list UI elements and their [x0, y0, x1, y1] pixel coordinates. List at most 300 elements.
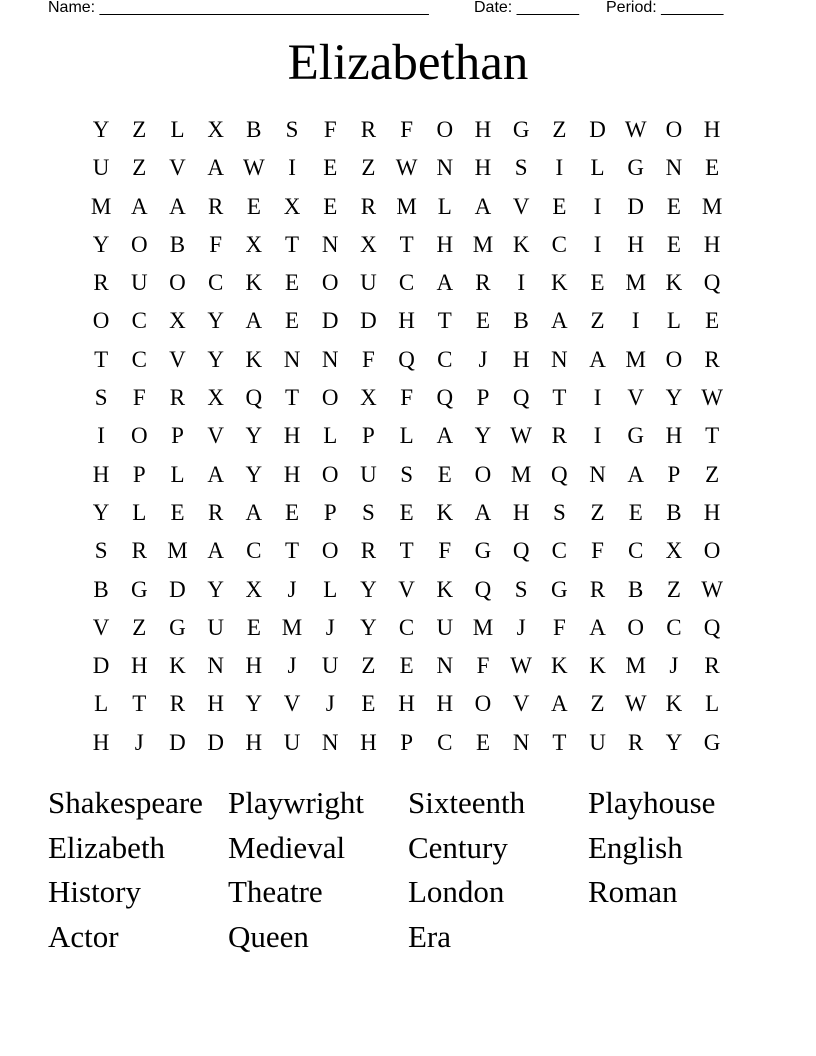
grid-letter: Y	[665, 385, 683, 411]
word-list-item: Playwright	[228, 785, 365, 820]
grid-letter: U	[207, 614, 224, 640]
grid-letter: G	[551, 576, 568, 602]
grid-letter: L	[323, 423, 338, 449]
grid-letter: N	[207, 653, 224, 679]
date-field[interactable]	[474, 0, 579, 17]
grid-letter: O	[665, 117, 683, 142]
grid-letter: A	[245, 499, 263, 525]
grid-letter: H	[207, 691, 224, 717]
grid-letter: C	[551, 231, 568, 257]
grid-letter: A	[207, 538, 224, 564]
grid-letter: Z	[361, 155, 376, 181]
grid-letter: O	[169, 270, 186, 296]
grid-letter: P	[132, 461, 146, 487]
grid-letter: R	[360, 117, 377, 142]
grid-letter: E	[705, 308, 720, 334]
grid-letter: V	[512, 193, 530, 219]
grid-letter: H	[360, 729, 377, 755]
grid-letter: S	[552, 499, 566, 525]
grid-letter: N	[512, 729, 530, 755]
word-list	[48, 781, 768, 959]
grid-letter: R	[704, 346, 720, 372]
page-title: Elizabethan	[287, 35, 529, 91]
grid-letter: I	[97, 423, 105, 449]
grid-letter: F	[209, 231, 223, 257]
grid-letter: C	[246, 538, 262, 564]
grid-letter: H	[703, 231, 721, 257]
grid-letter: A	[474, 193, 492, 219]
grid-letter: S	[514, 155, 528, 181]
grid-letter: I	[555, 155, 564, 181]
grid-letter: Z	[132, 155, 147, 181]
grid-letter: K	[436, 576, 454, 602]
grid-letter: P	[171, 423, 184, 449]
grid-letter: U	[92, 155, 110, 181]
grid-letter: Y	[207, 576, 224, 602]
grid-letter: O	[703, 538, 721, 564]
grid-letter: T	[399, 231, 414, 257]
grid-letter: R	[207, 193, 224, 219]
grid-letter: L	[437, 193, 452, 219]
grid-letter: F	[591, 538, 604, 564]
grid-letter: M	[510, 461, 532, 487]
grid-letter: K	[589, 653, 606, 679]
grid-letter: S	[94, 385, 108, 411]
grid-letter: U	[589, 729, 606, 755]
grid-letter: Z	[590, 691, 605, 717]
grid-letter: R	[207, 499, 224, 525]
grid-letter: Q	[703, 270, 721, 296]
grid-letter: J	[325, 614, 335, 640]
grid-letter: J	[325, 691, 335, 717]
grid-letter: A	[589, 346, 606, 372]
grid-letter: Z	[132, 117, 147, 142]
grid-letter: N	[589, 461, 606, 487]
grid-letter: L	[590, 155, 605, 181]
grid-letter: S	[514, 576, 528, 602]
grid-letter: D	[92, 653, 110, 679]
grid-letter: A	[436, 270, 454, 296]
grid-letter: U	[130, 270, 148, 296]
grid-letter: D	[627, 193, 645, 219]
date-label: Date:	[474, 0, 513, 16]
grid-letter: R	[589, 576, 606, 602]
grid-letter: C	[131, 308, 147, 334]
grid-letter: Z	[666, 576, 681, 602]
grid-letter: H	[245, 653, 263, 679]
grid-letter: V	[283, 691, 301, 717]
grid-letter: Z	[590, 499, 605, 525]
grid-letter: Z	[590, 308, 605, 334]
grid-letter: Y	[245, 461, 263, 487]
grid-letter: N	[551, 346, 568, 372]
grid-letter: E	[552, 193, 567, 219]
grid-letter: A	[551, 691, 568, 717]
grid-letter: F	[362, 346, 375, 372]
grid-letter: R	[551, 423, 568, 449]
grid-letter: R	[360, 538, 377, 564]
grid-letter: L	[323, 576, 338, 602]
grid-letter: Z	[705, 461, 720, 487]
grid-letter: W	[395, 155, 418, 181]
grid-letter: X	[360, 385, 377, 411]
grid-letter: J	[287, 653, 297, 679]
grid-letter: T	[705, 423, 720, 449]
grid-letter: X	[665, 538, 683, 564]
grid-letter: A	[627, 461, 645, 487]
grid-letter: W	[624, 691, 647, 717]
grid-letter: N	[436, 155, 454, 181]
grid-letter: P	[362, 423, 375, 449]
grid-letter: Z	[361, 653, 376, 679]
grid-letter: K	[169, 653, 186, 679]
grid-letter: N	[283, 346, 301, 372]
grid-letter: C	[437, 729, 453, 755]
grid-letter: H	[130, 653, 148, 679]
grid-letter: E	[246, 193, 261, 219]
grid-letter: K	[245, 346, 263, 372]
grid-letter: G	[169, 614, 186, 640]
grid-letter: V	[92, 614, 110, 640]
grid-letter: C	[551, 538, 568, 564]
grid-letter: E	[475, 729, 490, 755]
grid-letter: W	[510, 423, 533, 449]
grid-letter: M	[625, 653, 646, 679]
grid-letter: E	[399, 499, 414, 525]
grid-letter: K	[551, 270, 568, 296]
grid-letter: Q	[474, 576, 492, 602]
grid-letter: T	[132, 691, 147, 717]
grid-letter: I	[631, 308, 640, 334]
grid-letter: Y	[245, 691, 263, 717]
grid-letter: L	[666, 308, 681, 334]
grid-letter: C	[666, 614, 682, 640]
grid-letter: U	[360, 270, 377, 296]
grid-letter: I	[288, 155, 296, 181]
grid-letter: R	[93, 270, 109, 296]
grid-letter: A	[207, 155, 224, 181]
grid-letter: W	[242, 155, 265, 181]
grid-letter: Q	[703, 614, 721, 640]
grid-letter: L	[94, 691, 109, 717]
grid-letter: K	[436, 499, 454, 525]
grid-letter: R	[169, 691, 186, 717]
grid-letter: B	[513, 308, 529, 334]
grid-letter: Y	[92, 499, 110, 525]
grid-letter: X	[245, 231, 263, 257]
date-blank: _______	[516, 0, 579, 16]
grid-letter: X	[207, 117, 224, 142]
grid-letter: E	[437, 461, 452, 487]
grid-letter: E	[170, 499, 185, 525]
grid-letter: M	[701, 193, 723, 219]
grid-letter: F	[400, 117, 413, 142]
word-list-item: Elizabeth	[48, 829, 166, 865]
grid-letter: K	[665, 270, 683, 296]
grid-letter: X	[245, 576, 263, 602]
grid-letter: P	[323, 499, 337, 525]
grid-letter: V	[169, 155, 186, 181]
grid-letter: O	[474, 461, 492, 487]
grid-letter: C	[398, 270, 415, 296]
period-blank: _______	[661, 0, 724, 16]
grid-letter: E	[323, 155, 338, 181]
grid-letter: V	[398, 576, 415, 602]
grid-letter: Q	[551, 461, 568, 487]
grid-letter: G	[703, 729, 721, 755]
grid-letter: A	[551, 308, 568, 334]
word-list-item: Theatre	[228, 874, 323, 909]
grid-letter: E	[666, 193, 681, 219]
grid-letter: C	[398, 614, 415, 640]
grid-letter: A	[130, 193, 148, 219]
period-field[interactable]	[606, 0, 723, 17]
grid-letter: B	[93, 576, 109, 602]
word-list-item: Actor	[48, 918, 119, 954]
word-list-item: Playhouse	[588, 785, 716, 820]
grid-letter: M	[625, 270, 646, 296]
grid-letter: L	[705, 691, 720, 717]
grid-letter: E	[285, 308, 300, 334]
word-list-item: Roman	[588, 874, 678, 909]
grid-letter: X	[207, 385, 224, 411]
grid-letter: U	[360, 461, 377, 487]
grid-letter: L	[170, 117, 185, 142]
grid-letter: Y	[474, 423, 492, 449]
header-fields	[48, 0, 748, 20]
grid-letter: L	[170, 461, 185, 487]
grid-letter: K	[551, 653, 568, 679]
grid-letter: D	[169, 576, 186, 602]
grid-letter: C	[437, 346, 453, 372]
grid-letter: H	[512, 499, 530, 525]
grid-letter: P	[667, 461, 681, 487]
grid-letter: Q	[436, 385, 454, 411]
grid-letter: F	[400, 385, 413, 411]
grid-letter: C	[131, 346, 147, 372]
grid-letter: M	[396, 193, 417, 219]
name-blank: _____________________________________	[99, 0, 429, 16]
grid-letter: R	[704, 653, 720, 679]
grid-letter: D	[589, 117, 606, 142]
grid-letter: Y	[245, 423, 263, 449]
grid-letter: E	[666, 231, 681, 257]
grid-letter: G	[627, 423, 645, 449]
grid-letter: H	[245, 729, 263, 755]
grid-letter: G	[130, 576, 148, 602]
grid-letter: A	[169, 193, 186, 219]
grid-letter: S	[285, 117, 299, 142]
name-field[interactable]	[48, 0, 429, 17]
grid-letter: I	[593, 423, 602, 449]
grid-letter: V	[207, 423, 224, 449]
grid-letter: W	[701, 385, 723, 411]
grid-letter: B	[666, 499, 682, 525]
grid-letter: J	[134, 729, 144, 755]
grid-letter: O	[665, 346, 683, 372]
grid-letter: V	[169, 346, 186, 372]
grid-letter: E	[323, 193, 338, 219]
grid-letter: H	[627, 231, 645, 257]
grid-letter: H	[703, 117, 721, 142]
grid-letter: A	[207, 461, 224, 487]
word-list-item: Shakespeare	[48, 785, 203, 820]
grid-letter: H	[474, 117, 492, 142]
grid-letter: R	[475, 270, 491, 296]
letter-grid	[82, 111, 731, 762]
grid-letter: J	[516, 614, 526, 640]
grid-letter: Z	[132, 614, 147, 640]
grid-letter: K	[512, 231, 530, 257]
grid-letter: Y	[207, 346, 224, 372]
grid-letter: F	[438, 538, 452, 564]
grid-letter: O	[130, 231, 148, 257]
name-label: Name:	[48, 0, 96, 16]
grid-letter: O	[321, 538, 339, 564]
grid-letter: Y	[92, 231, 110, 257]
grid-letter: N	[436, 653, 454, 679]
grid-letter: D	[207, 729, 224, 755]
grid-letter: M	[472, 231, 494, 257]
grid-letter: T	[552, 385, 567, 411]
grid-letter: J	[287, 576, 297, 602]
grid-letter: P	[400, 729, 413, 755]
grid-letter: H	[665, 423, 683, 449]
grid-letter: D	[321, 308, 339, 334]
grid-letter: I	[593, 231, 602, 257]
grid-letter: B	[169, 231, 186, 257]
word-list-item: Era	[408, 918, 452, 954]
grid-letter: E	[285, 270, 300, 296]
grid-letter: D	[169, 729, 186, 755]
grid-letter: H	[283, 461, 301, 487]
grid-letter: F	[476, 653, 490, 679]
grid-letter: O	[321, 270, 339, 296]
grid-letter: X	[360, 231, 377, 257]
grid-letter: H	[92, 461, 110, 487]
grid-letter: R	[360, 193, 377, 219]
grid-letter: H	[512, 346, 530, 372]
grid-letter: E	[246, 614, 261, 640]
grid-letter: A	[474, 499, 492, 525]
word-list-item: Queen	[228, 918, 309, 954]
grid-letter: T	[552, 729, 567, 755]
grid-letter: G	[627, 155, 645, 181]
grid-letter: H	[398, 308, 415, 334]
grid-letter: R	[628, 729, 644, 755]
grid-letter: K	[245, 270, 263, 296]
grid-letter: A	[436, 423, 454, 449]
grid-letter: J	[478, 346, 488, 372]
grid-letter: X	[283, 193, 301, 219]
grid-letter: H	[398, 691, 415, 717]
grid-letter: E	[705, 155, 720, 181]
grid-letter: E	[361, 691, 376, 717]
grid-letter: W	[510, 653, 533, 679]
grid-letter: S	[94, 538, 108, 564]
grid-letter: G	[512, 117, 530, 142]
grid-letter: O	[474, 691, 492, 717]
grid-letter: R	[169, 385, 186, 411]
word-list-item: Medieval	[228, 829, 346, 865]
grid-letter: T	[285, 231, 300, 257]
grid-letter: Q	[398, 346, 415, 372]
word-list-item: London	[408, 874, 505, 909]
grid-letter: L	[132, 499, 147, 525]
grid-letter: C	[628, 538, 644, 564]
grid-letter: H	[283, 423, 301, 449]
grid-letter: W	[624, 117, 647, 142]
grid-letter: T	[94, 346, 109, 372]
grid-letter: S	[400, 461, 413, 487]
grid-letter: M	[90, 193, 112, 219]
grid-letter: G	[474, 538, 492, 564]
grid-letter: V	[512, 691, 530, 717]
grid-letter: B	[246, 117, 262, 142]
grid-letter: O	[321, 461, 339, 487]
grid-letter: H	[436, 691, 454, 717]
period-label: Period:	[606, 0, 657, 16]
grid-letter: F	[323, 117, 337, 142]
grid-letter: E	[628, 499, 643, 525]
grid-letter: N	[321, 346, 339, 372]
grid-letter: T	[399, 538, 414, 564]
grid-letter: K	[665, 691, 683, 717]
grid-letter: E	[590, 270, 605, 296]
grid-letter: H	[474, 155, 492, 181]
grid-letter: S	[362, 499, 375, 525]
grid-letter: O	[130, 423, 148, 449]
grid-letter: Q	[245, 385, 263, 411]
grid-letter: D	[360, 308, 377, 334]
grid-letter: T	[285, 538, 300, 564]
grid-letter: H	[436, 231, 454, 257]
grid-letter: H	[92, 729, 110, 755]
grid-letter: O	[92, 308, 110, 334]
grid-letter: V	[627, 385, 645, 411]
grid-letter: I	[593, 193, 602, 219]
grid-letter: X	[169, 308, 186, 334]
grid-letter: E	[285, 499, 300, 525]
grid-letter: F	[132, 385, 146, 411]
grid-letter: O	[436, 117, 454, 142]
grid-letter: H	[703, 499, 721, 525]
grid-letter: Y	[360, 614, 377, 640]
grid-letter: M	[281, 614, 303, 640]
grid-letter: Y	[665, 729, 683, 755]
grid-letter: B	[628, 576, 644, 602]
grid-letter: A	[245, 308, 263, 334]
grid-letter: T	[437, 308, 452, 334]
word-list-item: History	[48, 874, 141, 909]
grid-letter: I	[593, 385, 602, 411]
grid-letter: J	[669, 653, 679, 679]
word-list-item: English	[588, 829, 683, 865]
grid-letter: U	[321, 653, 339, 679]
grid-letter: N	[321, 231, 339, 257]
grid-letter: P	[476, 385, 490, 411]
grid-letter: I	[517, 270, 525, 296]
grid-letter: F	[552, 614, 566, 640]
grid-letter: A	[589, 614, 606, 640]
grid-letter: W	[701, 576, 723, 602]
word-list-item: Century	[408, 829, 508, 865]
grid-letter: L	[399, 423, 414, 449]
word-list-item: Sixteenth	[408, 785, 526, 820]
grid-letter: N	[665, 155, 683, 181]
grid-letter: Z	[552, 117, 567, 142]
grid-letter: E	[399, 653, 414, 679]
